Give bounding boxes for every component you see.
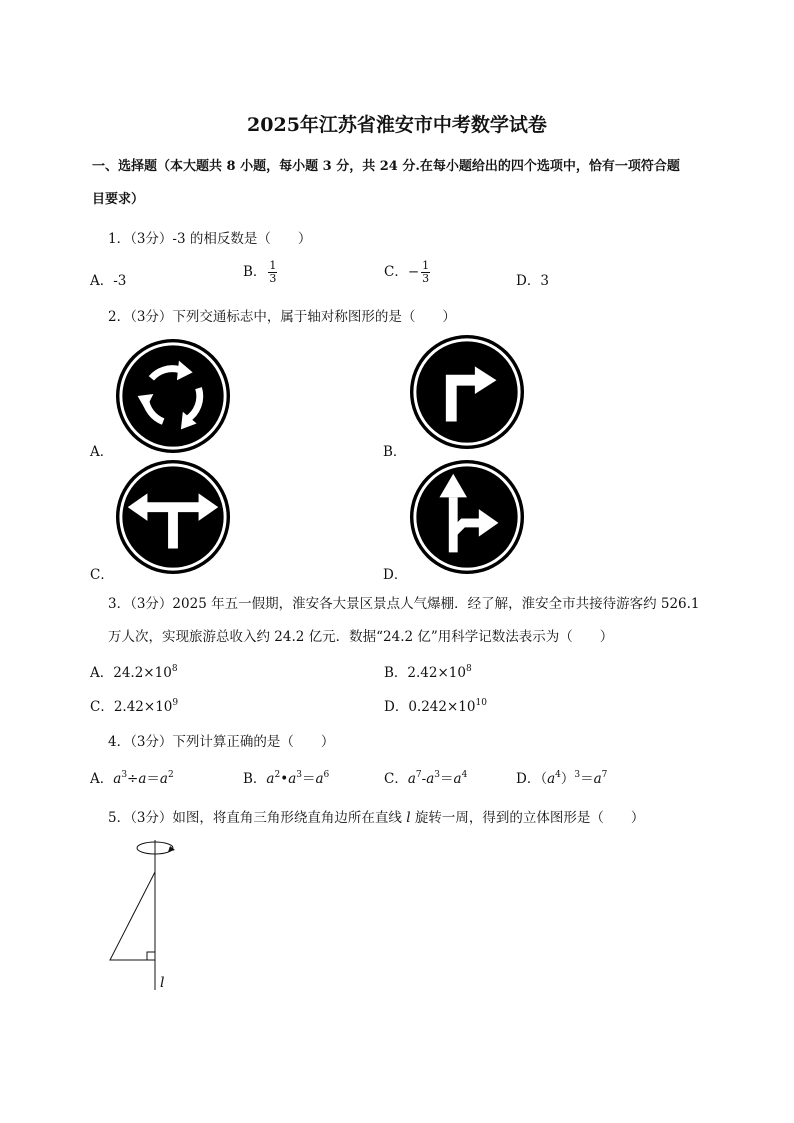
equals-sign: ＝ (146, 771, 160, 787)
sign-b-turn-right-icon (408, 333, 526, 451)
q4-option-a-label: A． (90, 771, 114, 787)
q3-option-d (384, 695, 487, 715)
var-a: a (426, 771, 435, 787)
exponent: 4 (555, 770, 561, 780)
q5-stem-post: 旋转一周，得到的立体图形是（ ） (410, 810, 645, 826)
close-paren: ） (560, 771, 575, 787)
var-a: a (138, 771, 147, 787)
equals-sign: ＝ (301, 771, 316, 787)
q3-option-a (90, 661, 178, 681)
q4-option-a (90, 767, 174, 787)
q3-option-d-exponent: 10 (475, 698, 487, 708)
divide-sign: ÷ (127, 771, 139, 787)
exponent: 2 (167, 770, 174, 780)
multiply-dot: • (280, 771, 289, 787)
q3-option-a-exponent: 8 (171, 664, 178, 674)
var-a: a (113, 771, 122, 787)
equals-sign: ＝ (440, 771, 454, 787)
q1-stem: 1．（3分）-3 的相反数是（ ） (108, 231, 312, 247)
exponent: 3 (121, 770, 128, 780)
exponent: 7 (415, 770, 422, 780)
q3-stem-line1: 3．（3分）2025 年五一假期，淮安各大景区景点人气爆棚．经了解，淮安全市共接待游客约 526.1 (108, 596, 700, 612)
q5-stem (108, 806, 644, 826)
q3-option-b-exponent: 8 (465, 664, 472, 674)
q1-option-b-label: B． (243, 264, 267, 280)
q5-line-name: l (406, 810, 411, 826)
q1-option-b (243, 260, 277, 285)
var-a: a (288, 771, 297, 787)
exponent: 3 (434, 770, 440, 780)
q4-option-b-label: B． (243, 771, 267, 787)
equals-sign: ＝ (580, 771, 594, 787)
q1-option-c-label: C．− (384, 264, 420, 280)
exponent: 2 (274, 770, 281, 780)
q5-figure-line-label: l (160, 975, 165, 991)
exponent: 3 (574, 770, 581, 780)
q3-option-b (384, 661, 472, 681)
fraction-denominator: 3 (269, 272, 277, 285)
section-heading-line2: 目要求） (92, 192, 145, 207)
q2-stem: 2．（3分）下列交通标志中，属于轴对称图形的是（ ） (108, 309, 456, 325)
fraction-numerator: 1 (422, 259, 430, 272)
var-a: a (547, 771, 556, 787)
q4-option-b (243, 767, 329, 787)
q3-option-b-base: B．2.42×10 (384, 665, 466, 681)
q5-triangle-rotation-figure (100, 832, 190, 1001)
q1-option-a: A．-3 (90, 273, 127, 289)
q5-stem-pre: 5．（3分）如图，将直角三角形绕直角边所在直线 (108, 810, 407, 826)
q1-option-b-fraction (268, 260, 277, 285)
sign-d-straight-or-right-icon (408, 458, 526, 576)
q3-stem-line2: 万人次，实现旅游总收入约 24.2 亿元．数据“24.2 亿”用科学记数法表示为（ ） (108, 629, 614, 645)
q1-option-c (384, 260, 430, 285)
sign-a-roundabout-icon (114, 337, 232, 455)
q2-option-b: B． (383, 444, 407, 460)
q3-option-d-base: D．0.242×10 (384, 699, 476, 715)
q2-option-a: A． (90, 444, 114, 460)
exponent: 7 (601, 770, 608, 780)
var-a: a (593, 771, 602, 787)
fraction-denominator: 3 (422, 272, 430, 285)
q1-option-d: D．3 (516, 273, 549, 289)
q3-option-c (90, 695, 178, 715)
q4-option-c-label: C． (384, 771, 408, 787)
q4-option-d (516, 767, 607, 787)
var-a: a (407, 771, 416, 787)
exponent: 6 (323, 770, 330, 780)
minus-sign: - (421, 771, 427, 787)
section-heading-line1: 一、选择题（本大题共 8 小题，每小题 3 分，共 24 分.在每小题给出的四个选项中，恰有一项符合题 (92, 159, 680, 174)
q3-option-a-base: A．24.2×10 (90, 665, 172, 681)
q4-option-d-label: D．（ (516, 771, 548, 787)
q4-option-c (384, 767, 467, 787)
q3-option-c-exponent: 9 (172, 698, 179, 708)
exponent: 3 (296, 770, 302, 780)
fraction-numerator: 1 (269, 259, 277, 272)
exponent: 4 (461, 770, 468, 780)
var-a: a (159, 771, 168, 787)
var-a: a (315, 771, 324, 787)
q4-stem: 4．（3分）下列计算正确的是（ ） (108, 734, 335, 750)
var-a: a (453, 771, 462, 787)
q3-option-c-base: C．2.42×10 (90, 699, 173, 715)
page-title: 2025年江苏省淮安市中考数学试卷 (247, 114, 547, 136)
q2-option-d: D． (383, 567, 408, 583)
q1-option-c-fraction (421, 260, 430, 285)
sign-c-left-right-icon (114, 458, 232, 576)
q2-option-c: C． (90, 567, 114, 583)
var-a: a (266, 771, 275, 787)
